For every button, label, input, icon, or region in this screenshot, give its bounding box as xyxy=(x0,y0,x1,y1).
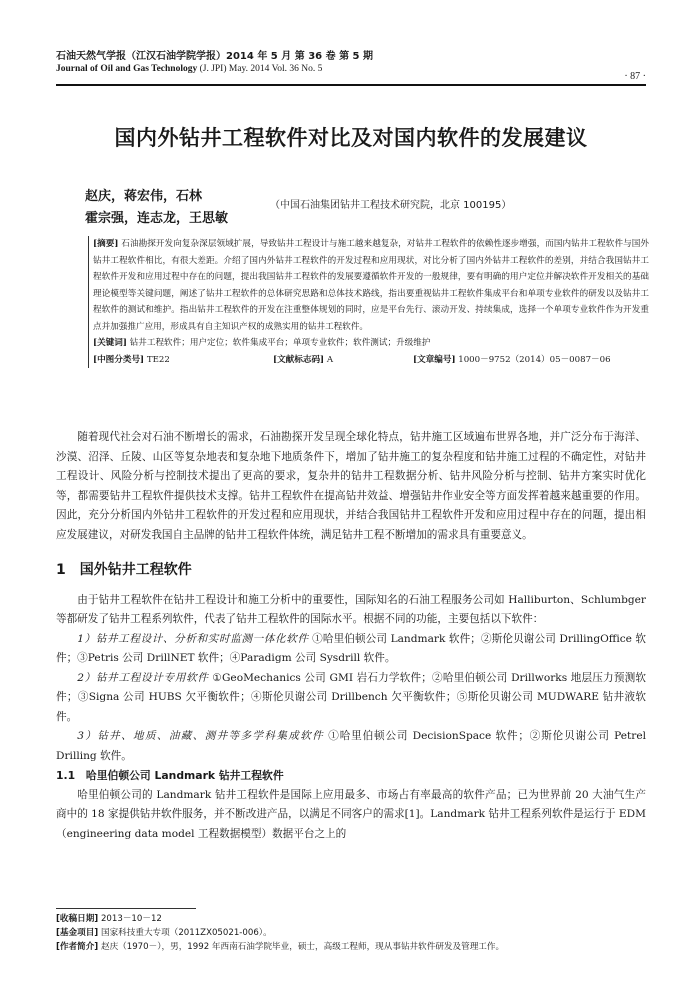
affiliation: （中国石油集团钻井工程技术研究院，北京 100195） xyxy=(270,200,512,211)
journal-issue-en: (J. JPI) May. 2014 Vol. 36 No. 5 xyxy=(199,64,323,74)
article-no-value: 1000－9752（2014）05－0087－06 xyxy=(458,354,611,365)
doccode-cell xyxy=(273,352,413,369)
classification-row xyxy=(93,352,649,369)
footnote-fund xyxy=(56,926,646,940)
authors-line-2: 霍宗强，连志龙，王思敏 xyxy=(85,211,229,226)
doccode-label: [文献标志码] xyxy=(273,354,325,365)
running-header xyxy=(56,50,646,82)
section-1-heading: 1 国外钻井工程软件 xyxy=(56,562,192,578)
keywords-value: 钻井工程软件；用户定位；软件集成平台；单项专业软件；软件测试；升级维护 xyxy=(129,338,431,348)
section-1-paragraph: 由于钻井工程软件在钻井工程设计和施工分析中的重要性，国际知名的石油工程服务公司如 Halliburton、Schlumbger 等都研发了钻井工程系列软件，代表了钻井工程软件的国际水平。根据不同的功能，主要包括以下软件： xyxy=(56,593,646,625)
clc-label: [中图分类号] xyxy=(93,354,145,365)
keywords-label: [关键词] xyxy=(93,338,127,348)
list-item-3-lead: 3）钻井、地质、油藏、测井等多学科集成软件 xyxy=(77,730,325,742)
journal-name-en: Journal of Oil and Gas Technology xyxy=(56,64,198,74)
doccode-value: A xyxy=(326,354,334,365)
footnotes xyxy=(56,912,646,954)
keywords-line xyxy=(93,335,649,352)
authors-line-1: 赵庆，蒋宏伟，石林 xyxy=(85,189,203,204)
list-item-2 xyxy=(56,669,646,728)
list-item-1 xyxy=(56,630,646,669)
list-item-1-lead: 1）钻井工程设计、分析和实时监测一体化软件 xyxy=(77,632,309,645)
clc-cell xyxy=(93,352,273,369)
list-item-2-lead: 2）钻井工程设计专用软件 xyxy=(77,671,209,684)
author-bio-value: 赵庆（1970－），男，1992 年西南石油学院毕业，硕士，高级工程师，现从事钻井软件研发及管理工作。 xyxy=(100,942,505,952)
clc-value: TE22 xyxy=(146,354,170,365)
abstract-block xyxy=(88,236,649,368)
article-no-cell xyxy=(413,352,611,369)
author-list xyxy=(85,186,228,230)
intro-paragraph: 随着现代社会对石油不断增长的需求，石油勘探开发呈现全球化特点，钻井施工区域遍布世界各地，并广泛分布于海洋、沙漠、沼泽、丘陵、山区等复杂地表和复杂地下地质条件下，增加了钻井施工的复杂程度和钻井施工过程的不确定性，对钻井工程设计、风险分析与控制技术提出了更高的要求，复杂井的钻井工程数据分析、钻井风险分析与控制、钻井方案实时优化等，都需要钻井工程软件提供技术支撑。钻井工程软件在提高钻井效益、增强钻井作业安全等方面发挥着越来越重要的作用。因此，充分分析国内外钻井工程软件的开发过程和应用现状，并结合我国钻井工程软件开发和应用过程中存在的问题，提出相应发展建议，对研发我国自主品牌的钻井工程软件体统，满足钻井工程不断增加的需求具有重要意义。 xyxy=(56,431,646,541)
footnote-received xyxy=(56,912,646,926)
abstract-body: 石油勘探开发向复杂深层领域扩展，导致钻井工程设计与施工越来越复杂，对钻井工程软件的依赖性逐步增强，而国内钻井工程软件与国外钻井工程软件相比，有很大差距。介绍了国内外钻井工程软件的开发过程和应用现状，对比分析了国内外钻井工程软件的差别，并结合我国钻井工程软件开发和应用过程中存在的问题，提出我国钻井工程软件的发展要遵循软件开发的一般规律，要有明确的用户定位并解决软件开发相关的基础理论模型等关键问题，阐述了钻井工程软件的总体研究思路和总体技术路线，指出要重视钻井工程软件集成平台和单项专业软件的研发以及钻井工程软件的测试和维护。指出钻井工程软件的开发在注重整体规划的同时，应是平台先行、滚动开发、持续集成，选择一个单项专业软件作为开发重点并加强推广应用，形成具有自主知识产权的成熟实用的钻井工程软件。 xyxy=(93,239,649,332)
abstract-label: [摘要] xyxy=(93,239,119,249)
received-label: [收稿日期] xyxy=(56,914,99,924)
list-item-3-text: ①哈里伯顿公司 DecisionSpace 软件；②斯伦贝谢公司 Petrel Drilling 软件。 xyxy=(56,730,646,762)
fund-label: [基金项目] xyxy=(56,928,99,938)
journal-title-en xyxy=(56,63,646,76)
list-item-1-text: ①哈里伯顿公司 Landmark 软件；②斯伦贝谢公司 DrillingOffice 软件；③Petris 公司 DrillNET 软件；④Paradigm 公司 Sysdrill 软件。 xyxy=(56,632,646,664)
subsection-1-1-heading: 1.1 哈里伯顿公司 Landmark 钻井工程软件 xyxy=(56,769,284,782)
footnote-author xyxy=(56,940,646,954)
abstract-text xyxy=(93,236,649,335)
subsection-1-1-paragraph: 哈里伯顿公司的 Landmark 钻井工程软件是国际上应用最多、市场占有率最高的软件产品；已为世界前 20 大油气生产商中的 18 家提供钻井软件服务，并不断改进产品，以满足不同客户的需求[1]。Landmark 钻井工程系列软件是运行于 EDM（engineering data model 工程数据模型）数据平台之上的 xyxy=(56,788,646,840)
author-bio-label: [作者简介] xyxy=(56,942,99,952)
body-text xyxy=(56,428,646,844)
article-no-label: [文章编号] xyxy=(413,354,456,365)
journal-title-cn: 石油天然气学报（江汉石油学院学报）2014 年 5 月 第 36 卷 第 5 期 xyxy=(56,51,373,62)
paper-title: 国内外钻井工程软件对比及对国内软件的发展建议 xyxy=(114,126,588,150)
received-value: 2013－10－12 xyxy=(100,914,162,924)
footnote-rule xyxy=(56,908,196,909)
fund-value: 国家科技重大专项（2011ZX05021-006）。 xyxy=(100,928,272,938)
list-item-2-text: ①GeoMechanics 公司 GMI 岩石力学软件；②哈里伯顿公司 Drillworks 地层压力预测软件；③Signa 公司 HUBS 欠平衡软件；④斯伦贝谢公司 Drillbench 欠平衡软件；⑤斯伦贝谢公司 MUDWARE 钻井液软件。 xyxy=(56,671,646,723)
list-item-3 xyxy=(56,727,646,766)
header-rule xyxy=(56,84,646,86)
page-number: · 87 · xyxy=(624,71,646,82)
